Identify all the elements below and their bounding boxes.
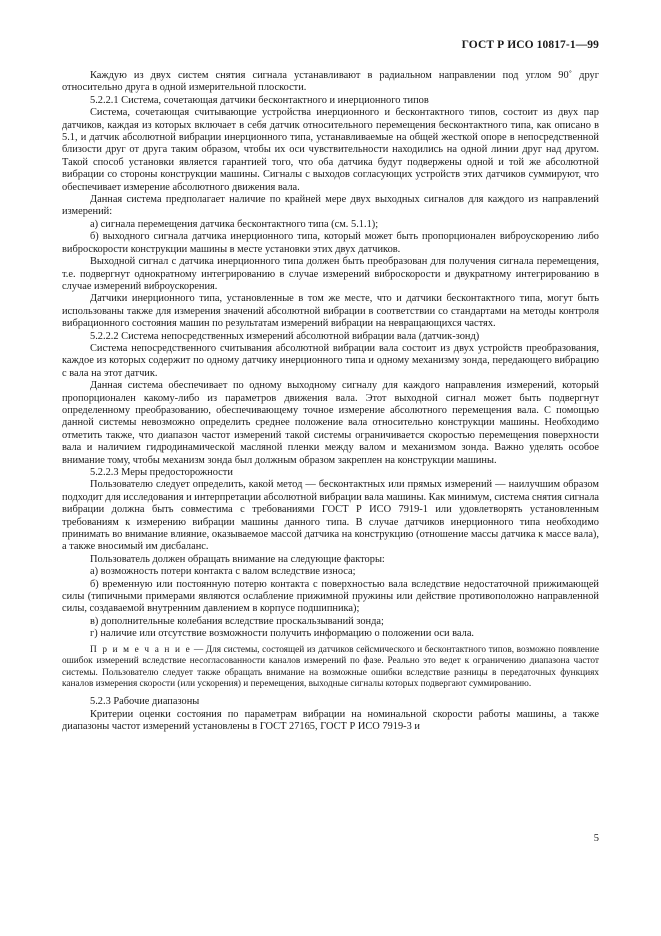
paragraph-inertial-usage: Датчики инерционного типа, установленные в том же месте, что и датчики бесконтактного типа, могут быть использованы также для измерения значений абсолютной вибрации в соответствии со стандартами на методы контроля вибрационного состояния машин по результатам измерений вибрации на невращающихся частях. bbox=[62, 293, 599, 330]
list-item-v-slippage: в) дополнительные колебания вследствие проскальзываний зонда; bbox=[90, 615, 384, 627]
list-item-a-wear: а) возможность потери контакта с валом вследствие износа; bbox=[90, 566, 356, 578]
document-header: ГОСТ Р ИСО 10817-1—99 bbox=[461, 39, 599, 51]
paragraph-outputs-intro: Данная система предполагает наличие по крайней мере двух выходных сигналов для каждого из направлений измерений: bbox=[62, 194, 599, 218]
heading-5-2-2-2: 5.2.2.2 Система непосредственных измерений абсолютной вибрации вала (датчик-зонд) bbox=[90, 330, 480, 342]
list-item-b-inertial: б) выходного сигнала датчика инерционного типа, который может быть пропорционален виброускорению либо виброскорости конструкции машины в месте установки этих двух датчиков. bbox=[62, 231, 599, 255]
paragraph-precautions: Пользователю следует определить, какой метод — бесконтактных или прямых измерений — наилучшим образом подходит для исследования и интерпретации абсолютной вибрации вала машины. Как минимум, система снятия сигнала вибрации должна быть совместима с требованиями ГОСТ Р ИСО 7919-1 или удовлетворять установленным требованиям к измерению вибрации машины данного типа. В случае датчиков инерционного типа необходимо принимать во внимание влияние, оказываемое массой датчика на конструкцию (отношение массы датчика к массе вала), а также вносимый им дисбаланс. bbox=[62, 479, 599, 553]
heading-5-2-3: 5.2.3 Рабочие диапазоны bbox=[90, 696, 200, 708]
paragraph-direct-system: Система непосредственного считывания абсолютной вибрации вала состоит из двух устройств преобразования, каждое из которых содержит по одному датчику инерционного типа и одному механизму зонда, передающего вибрацию с вала на этот датчик. bbox=[62, 342, 599, 379]
paragraph-factors-intro: Пользователь должен обращать внимание на следующие факторы: bbox=[90, 553, 385, 565]
paragraph-direct-output: Данная система обеспечивает по одному выходному сигналу для каждого направления измерений, который пропорционален какому-либо из параметров движения вала. Этот выходной сигнал может быть подвергнут определенному преобразованию, обеспечивающему точное измерение абсолютного перемещения вала. С помощью данной системы невозможно определить среднее положение вала относительно конструкции машины. Необходимо отметить также, что диапазон частот измерений такой системы ограничивается скоростью перемещения поверхности вала и наличием гидродинамической масляной пленки между валом и механизмом зонда. Важно уделять особое внимание тому, чтобы механизм зонда был должным образом закреплен на конструкции машины. bbox=[62, 380, 599, 466]
paragraph-integration: Выходной сигнал с датчика инерционного типа должен быть преобразован для получения сигнала перемещения, т.е. подвергнут однократному интегрированию в случае измерений виброскорости и двукратному интегрированию в случае измерений виброускорения. bbox=[62, 256, 599, 292]
heading-5-2-2-3: 5.2.2.3 Меры предосторожности bbox=[90, 467, 233, 478]
list-item-b-contact-loss: б) временную или постоянную потерю контакта с поверхностью вала вследствие недостаточной прижимающей силы (типичными примерами являются ослабление прижимной пружины или действие противоположно направленной силы, создаваемой внутренним давлением в корпусе подшипника); bbox=[62, 578, 599, 615]
page-body bbox=[62, 70, 599, 734]
heading-5-2-2-1: 5.2.2.1 Система, сочетающая датчики бесконтактного и инерционного типов bbox=[90, 94, 429, 106]
note-paragraph bbox=[62, 645, 599, 691]
paragraph-combined-system: Система, сочетающая считывающие устройства инерционного и бесконтактного типов, состоит из двух пар датчиков, каждая из которых включает в себя датчик относительного перемещения бесконтактного типа, как описано в 5.1, и датчик абсолютной вибрации инерционного типа, устанавливаемые на общей жесткой опоре в непосредственной близости друг от друга таким образом, чтобы их оси чувствительности находились на одной линии друг над другом. Такой способ установки является гарантией того, что оба датчика будут подвержены одной и той же абсолютной вибрации со стороны конструкции машины. Сигналы с выходов согласующих устройств этих датчиков суммируют, что обеспечивает измерение абсолютного движения вала. bbox=[62, 107, 599, 193]
note-label: П р и м е ч а н и е bbox=[90, 644, 192, 655]
paragraph-mounting: Каждую из двух систем снятия сигнала устанавливают в радиальном направлении под углом 90˚ друг относительно друга в одной измерительной плоскости. bbox=[62, 70, 599, 94]
list-item-g-axis-position: г) наличие или отсутствие возможности получить информацию о положении оси вала. bbox=[90, 628, 475, 640]
note-text: — Для системы, состоящей из датчиков сейсмического и бесконтактного типов, возможно появление ошибок измерений вследствие несогласованности каналов измерений по фазе. Реально это ведет к ограничению диапазона частот системы. Пользователю следует также обращать внимание на возможные ошибки вследствие разницы в передаточных функциях каналов измерения скорости (или ускорения) и перемещения, выходные сигналы которых подвергают суммированию. bbox=[62, 644, 599, 689]
paragraph-operating-ranges: Критерии оценки состояния по параметрам вибрации на номинальной скорости работы машины, а также диапазоны частот измерений установлены в ГОСТ 27165, ГОСТ Р ИСО 7919-3 и bbox=[62, 708, 599, 733]
page-number: 5 bbox=[593, 833, 599, 844]
list-item-a-displacement: а) сигнала перемещения датчика бесконтактного типа (см. 5.1.1); bbox=[90, 218, 379, 230]
